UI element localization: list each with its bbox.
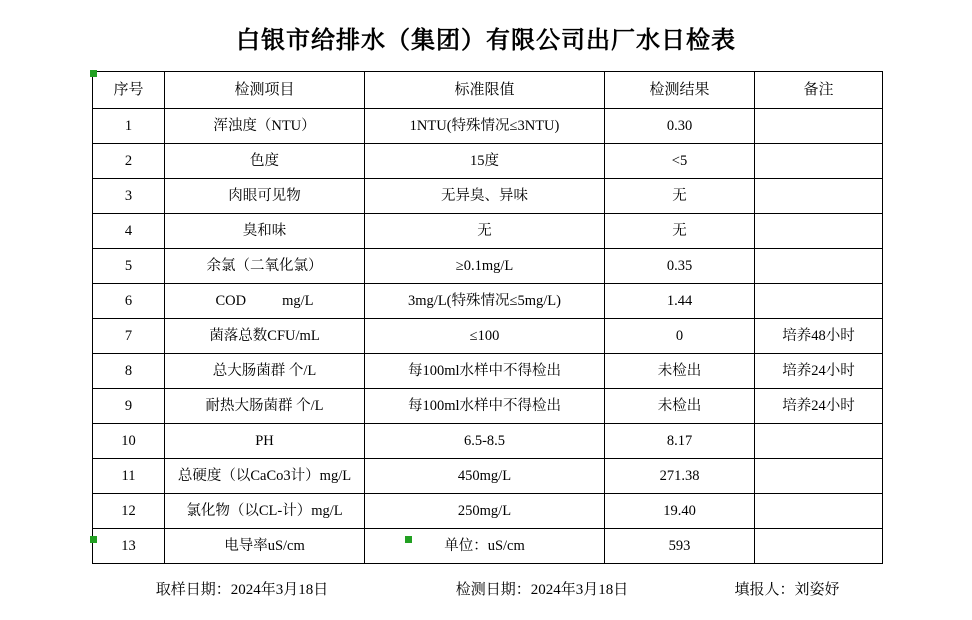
row-remark xyxy=(755,214,883,249)
row-result: 0.30 xyxy=(605,109,755,144)
row-result: 593 xyxy=(605,529,755,564)
row-remark xyxy=(755,144,883,179)
table-row xyxy=(93,424,883,459)
row-result: 无 xyxy=(605,179,755,214)
row-no: 3 xyxy=(93,179,165,214)
table-corner-marker-bottom-middle xyxy=(405,536,412,543)
row-result: 未检出 xyxy=(605,354,755,389)
row-no: 1 xyxy=(93,109,165,144)
row-result: 未检出 xyxy=(605,389,755,424)
row-no: 12 xyxy=(93,494,165,529)
row-remark xyxy=(755,284,883,319)
table-row xyxy=(93,389,883,424)
column-header-result: 检测结果 xyxy=(605,72,755,109)
row-limit: 6.5-8.5 xyxy=(365,424,605,459)
row-item: 余氯（二氧化氯） xyxy=(165,249,365,284)
row-limit: 无 xyxy=(365,214,605,249)
row-remark: 培养48小时 xyxy=(755,319,883,354)
row-result: 1.44 xyxy=(605,284,755,319)
table-row xyxy=(93,284,883,319)
row-remark xyxy=(755,424,883,459)
row-item-label: COD xyxy=(215,293,247,309)
sample-date: 取样日期：2024年3月18日 xyxy=(155,582,329,598)
table-row xyxy=(93,354,883,389)
row-result: 0 xyxy=(605,319,755,354)
row-limit: 450mg/L xyxy=(365,459,605,494)
column-header-no: 序号 xyxy=(93,72,165,109)
table-row xyxy=(93,529,883,564)
row-no: 10 xyxy=(93,424,165,459)
row-item: 肉眼可见物 xyxy=(165,179,365,214)
row-remark xyxy=(755,459,883,494)
column-header-item: 检测项目 xyxy=(165,72,365,109)
row-remark: 培养24小时 xyxy=(755,354,883,389)
row-limit: 每100ml水样中不得检出 xyxy=(365,389,605,424)
row-no: 2 xyxy=(93,144,165,179)
row-item xyxy=(165,284,365,319)
row-remark xyxy=(755,249,883,284)
row-item: PH xyxy=(165,424,365,459)
row-remark xyxy=(755,494,883,529)
row-limit: 1NTU(特殊情况≤3NTU) xyxy=(365,109,605,144)
row-limit: 无异臭、异味 xyxy=(365,179,605,214)
row-item: 氯化物（以CL-计）mg/L xyxy=(165,494,365,529)
row-item: 色度 xyxy=(165,144,365,179)
row-limit: ≤100 xyxy=(365,319,605,354)
column-header-limit: 标准限值 xyxy=(365,72,605,109)
row-item: 总大肠菌群 个/L xyxy=(165,354,365,389)
row-no: 11 xyxy=(93,459,165,494)
test-date: 检测日期：2024年3月18日 xyxy=(455,582,629,598)
row-remark xyxy=(755,109,883,144)
table-row xyxy=(93,494,883,529)
row-item: 浑浊度（NTU） xyxy=(165,109,365,144)
table-row xyxy=(93,109,883,144)
row-result: <5 xyxy=(605,144,755,179)
column-header-remark: 备注 xyxy=(755,72,883,109)
row-no: 6 xyxy=(93,284,165,319)
row-result: 19.40 xyxy=(605,494,755,529)
row-limit: 每100ml水样中不得检出 xyxy=(365,354,605,389)
table-row xyxy=(93,319,883,354)
row-no: 9 xyxy=(93,389,165,424)
row-remark: 培养24小时 xyxy=(755,389,883,424)
table-header-row xyxy=(93,72,883,109)
row-item: 耐热大肠菌群 个/L xyxy=(165,389,365,424)
table-row xyxy=(93,214,883,249)
row-remark xyxy=(755,529,883,564)
water-quality-report-table xyxy=(92,71,883,564)
row-item-unit: mg/L xyxy=(282,293,314,309)
table-row xyxy=(93,179,883,214)
table-row xyxy=(93,144,883,179)
table-corner-marker-top-left xyxy=(90,70,97,77)
table-corner-marker-bottom-left xyxy=(90,536,97,543)
row-result: 271.38 xyxy=(605,459,755,494)
row-no: 7 xyxy=(93,319,165,354)
row-result: 无 xyxy=(605,214,755,249)
footer-info xyxy=(0,564,972,599)
row-item: 总硬度（以CaCo3计）mg/L xyxy=(165,459,365,494)
row-no: 5 xyxy=(93,249,165,284)
row-item: 臭和味 xyxy=(165,214,365,249)
report-table-container xyxy=(0,71,972,564)
row-item: 菌落总数CFU/mL xyxy=(165,319,365,354)
row-no: 13 xyxy=(93,529,165,564)
row-limit: ≥0.1mg/L xyxy=(365,249,605,284)
row-limit: 3mg/L(特殊情况≤5mg/L) xyxy=(365,284,605,319)
row-no: 4 xyxy=(93,214,165,249)
row-limit: 15度 xyxy=(365,144,605,179)
page-title: 白银市给排水（集团）有限公司出厂水日检表 xyxy=(236,28,736,54)
reporter-name: 填报人：刘姿妤 xyxy=(734,582,840,598)
row-limit: 250mg/L xyxy=(365,494,605,529)
row-remark xyxy=(755,179,883,214)
row-limit: 单位：uS/cm xyxy=(365,529,605,564)
table-row xyxy=(93,249,883,284)
row-result: 0.35 xyxy=(605,249,755,284)
row-result: 8.17 xyxy=(605,424,755,459)
row-no: 8 xyxy=(93,354,165,389)
table-row xyxy=(93,459,883,494)
row-item: 电导率uS/cm xyxy=(165,529,365,564)
